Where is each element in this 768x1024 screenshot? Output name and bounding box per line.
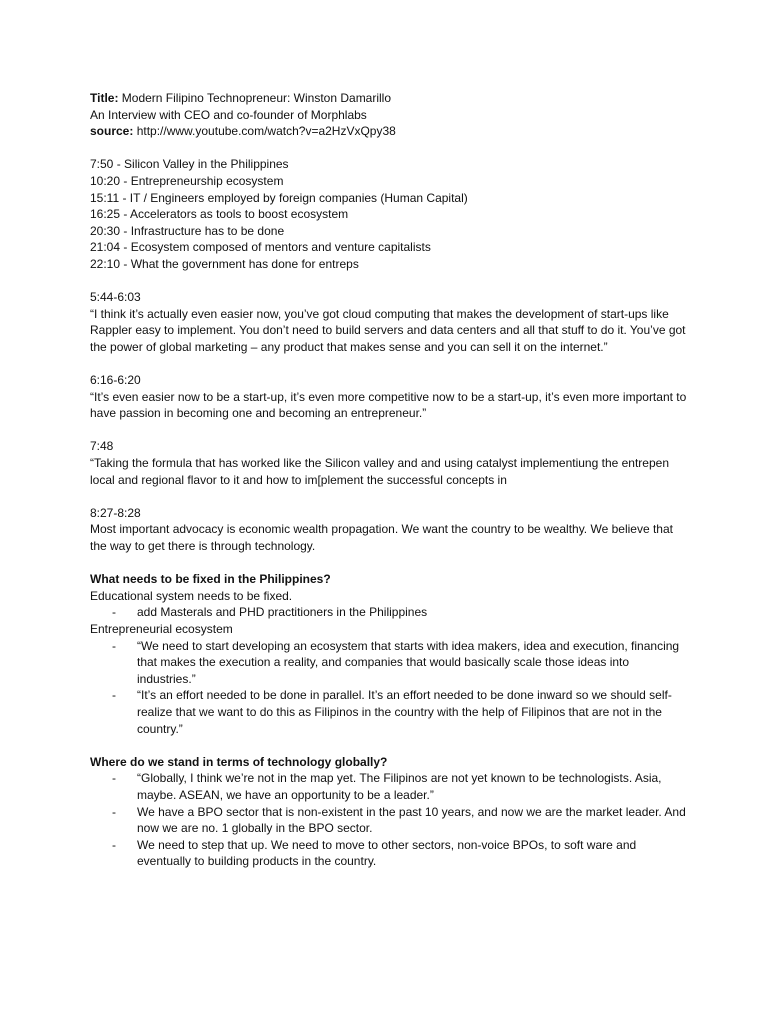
quote-text: “It’s even easier now to be a start-up, it’s even more competitive now to be a start-up, it’s even more important to have passion in becoming one and becoming an entrepreneur.”	[90, 389, 687, 421]
quote-time: 5:44-6:03	[90, 290, 141, 305]
source-label: source:	[90, 124, 134, 139]
ecosystem-bullet-list	[90, 638, 690, 738]
timeline-item: 20:30 - Infrastructure has to be done	[90, 223, 285, 238]
dash-bullet: -	[112, 837, 116, 852]
timeline-item: 21:04 - Ecosystem composed of mentors and venture capitalists	[90, 240, 431, 255]
dash-bullet: -	[112, 771, 116, 786]
dash-bullet: -	[112, 605, 116, 620]
section-heading-global: Where do we stand in terms of technology globally?	[90, 754, 388, 769]
global-bullet-list	[90, 770, 690, 870]
timeline-item: 22:10 - What the government has done for entreps	[90, 256, 359, 271]
education-bullet-list	[90, 604, 690, 621]
subtitle-line: An Interview with CEO and co-founder of Morphlabs	[90, 107, 367, 122]
timeline-item: 10:20 - Entrepreneurship ecosystem	[90, 173, 284, 188]
quote-time: 7:48	[90, 439, 114, 454]
timeline-item: 16:25 - Accelerators as tools to boost ecosystem	[90, 207, 349, 222]
timeline-item: 15:11 - IT / Engineers employed by foreign companies (Human Capital)	[90, 190, 468, 205]
quote-text: “Taking the formula that has worked like the Silicon valley and and using catalyst implementiung the entrepen local and regional flavor to it and how to im[plement the successful concepts in	[90, 456, 669, 487]
fix-line-ecosystem: Entrepreneurial ecosystem	[90, 622, 233, 636]
title-value: Modern Filipino Technopreneur: Winston Damarillo	[118, 91, 392, 105]
document-page	[90, 90, 690, 870]
quote-text: Most important advocacy is economic wealth propagation. We want the country to be wealthy. We believe that the way to get there is through technology.	[90, 522, 673, 554]
title-label: Title:	[90, 91, 119, 105]
source-url: http://www.youtube.com/watch?v=a2HzVxQpy38	[133, 124, 396, 139]
list-item: - “We need to start developing an ecosystem that starts with idea makers, idea and execution, financing that makes the execution a reality, and companies that would basically scale those ideas into industries.”	[112, 638, 680, 686]
section-heading-fix: What needs to be fixed in the Philippines?	[90, 572, 331, 587]
list-item: - We have a BPO sector that is non-existent in the past 10 years, and now we are the market leader. And now we are no. 1 globally in the BPO sector.	[112, 804, 686, 836]
dash-bullet: -	[112, 688, 116, 703]
list-item: - “It’s an effort needed to be done in parallel. It’s an effort needed to be done inward so we should self-realize that we want to do this as Filipinos in the country with the help of Filipinos that are not in the country.”	[112, 688, 672, 736]
title-line	[90, 90, 690, 107]
timeline-item: 7:50 - Silicon Valley in the Philippines	[90, 157, 289, 172]
source-line	[90, 123, 690, 140]
quote-time: 8:27-8:28	[90, 505, 141, 520]
list-item: - add Masterals and PHD practitioners in the Philippines	[112, 605, 428, 620]
quote-time: 6:16-6:20	[90, 373, 141, 388]
list-item: - We need to step that up. We need to move to other sectors, non-voice BPOs, to soft ware and eventually to building products in the country.	[112, 837, 637, 869]
dash-bullet: -	[112, 638, 116, 653]
quote-text: “I think it’s actually even easier now, you’ve got cloud computing that makes the development of start-ups like Rappler easy to implement. You don’t need to build servers and data centers and all that stuff to do it. You’ve got the power of global marketing – any product that makes sense and you can sell it on the internet.”	[90, 306, 686, 354]
list-item: - “Globally, I think we’re not in the map yet. The Filipinos are not yet known to be technologists. Asia, maybe. ASEAN, we have an opportunity to be a leader.”	[112, 771, 662, 802]
dash-bullet: -	[112, 804, 116, 819]
fix-line-education: Educational system needs to be fixed.	[90, 588, 293, 603]
